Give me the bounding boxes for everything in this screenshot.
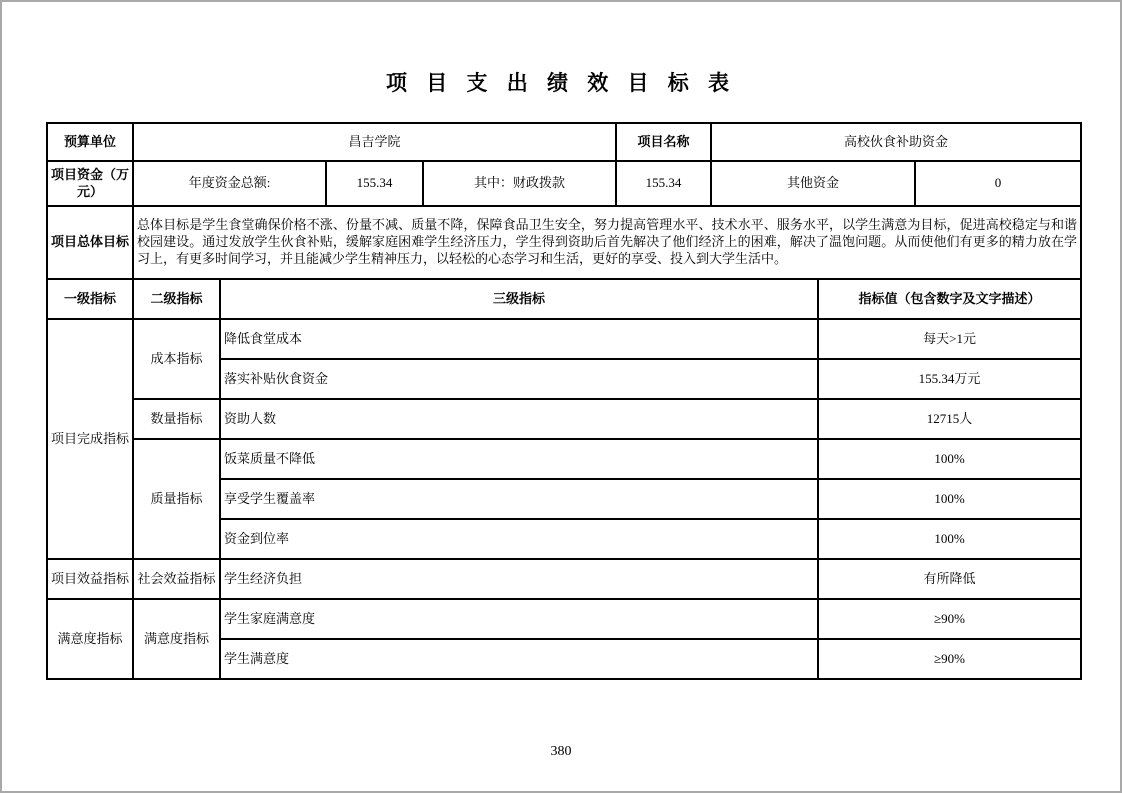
indicator-value-cell: 100%: [818, 479, 1081, 519]
indicator-value-cell: 12715人: [818, 399, 1081, 439]
level3-indicator-cell: 学生经济负担: [220, 559, 818, 599]
level2-indicator-cell: 成本指标: [133, 319, 220, 399]
level1-indicator-cell: 项目效益指标: [47, 559, 133, 599]
header-level3: 三级指标: [220, 279, 818, 319]
page-title: 项 目 支 出 绩 效 目 标 表: [386, 71, 736, 95]
indicator-row: [47, 599, 1081, 639]
funds-label: 项目资金（万元）: [47, 161, 133, 206]
header-value: 指标值（包含数字及文字描述）: [818, 279, 1081, 319]
indicator-value-cell: 155.34万元: [818, 359, 1081, 399]
indicator-value-cell: ≥90%: [818, 599, 1081, 639]
budget-unit-row: [47, 123, 1081, 161]
other-funds-label: 其他资金: [711, 161, 915, 206]
project-name-label: 项目名称: [616, 123, 711, 161]
level3-indicator-cell: 学生满意度: [220, 639, 818, 679]
level3-indicator-cell: 落实补贴伙食资金: [220, 359, 818, 399]
level3-indicator-cell: 享受学生覆盖率: [220, 479, 818, 519]
annual-total-value: 155.34: [326, 161, 423, 206]
level2-indicator-cell: 满意度指标: [133, 599, 220, 679]
indicator-row: [47, 399, 1081, 439]
fiscal-allocation-value: 155.34: [616, 161, 711, 206]
performance-target-table: [46, 122, 1082, 680]
indicator-value-cell: ≥90%: [818, 639, 1081, 679]
level3-indicator-cell: 学生家庭满意度: [220, 599, 818, 639]
overall-goal-row: [47, 206, 1081, 279]
project-name-value: 高校伙食补助资金: [711, 123, 1081, 161]
indicator-row: [47, 319, 1081, 359]
level3-indicator-cell: 资金到位率: [220, 519, 818, 559]
page-number: 380: [550, 744, 572, 759]
header-level2: 二级指标: [133, 279, 220, 319]
indicator-row: [47, 559, 1081, 599]
level3-indicator-cell: 资助人数: [220, 399, 818, 439]
indicator-value-cell: 100%: [818, 519, 1081, 559]
indicator-value-cell: 有所降低: [818, 559, 1081, 599]
level1-indicator-cell: 项目完成指标: [47, 319, 133, 559]
level3-indicator-cell: 饭菜质量不降低: [220, 439, 818, 479]
indicator-value-cell: 每天>1元: [818, 319, 1081, 359]
level3-indicator-cell: 降低食堂成本: [220, 319, 818, 359]
budget-unit-label: 预算单位: [47, 123, 133, 161]
level2-indicator-cell: 数量指标: [133, 399, 220, 439]
level2-indicator-cell: 社会效益指标: [133, 559, 220, 599]
other-funds-value: 0: [915, 161, 1081, 206]
overall-goal-label: 项目总体目标: [47, 206, 133, 279]
level2-indicator-cell: 质量指标: [133, 439, 220, 559]
indicator-value-cell: 100%: [818, 439, 1081, 479]
indicator-row: [47, 439, 1081, 479]
level1-indicator-cell: 满意度指标: [47, 599, 133, 679]
fiscal-allocation-label: 其中：财政拨款: [423, 161, 616, 206]
annual-total-label: 年度资金总额:: [133, 161, 326, 206]
header-level1: 一级指标: [47, 279, 133, 319]
project-funds-row: [47, 161, 1081, 206]
indicator-header-row: [47, 279, 1081, 319]
overall-goal-text: 总体目标是学生食堂确保价格不涨、份量不减、质量不降，保障食品卫生安全，努力提高管理水平、技术水平、服务水平，以学生满意为目标，促进高校稳定与和谐校园建设。通过发放学生伙食补贴，缓解家庭困难学生经济压力，学生得到资助后首先解决了他们经济上的困难，解决了温饱问题。从而使他们有更多的精力放在学习上，有更多时间学习，并且能减少学生精神压力，以轻松的心态学习和生活，更好的享受、投入到大学生活中。: [133, 206, 1081, 279]
budget-unit-value: 昌吉学院: [133, 123, 616, 161]
